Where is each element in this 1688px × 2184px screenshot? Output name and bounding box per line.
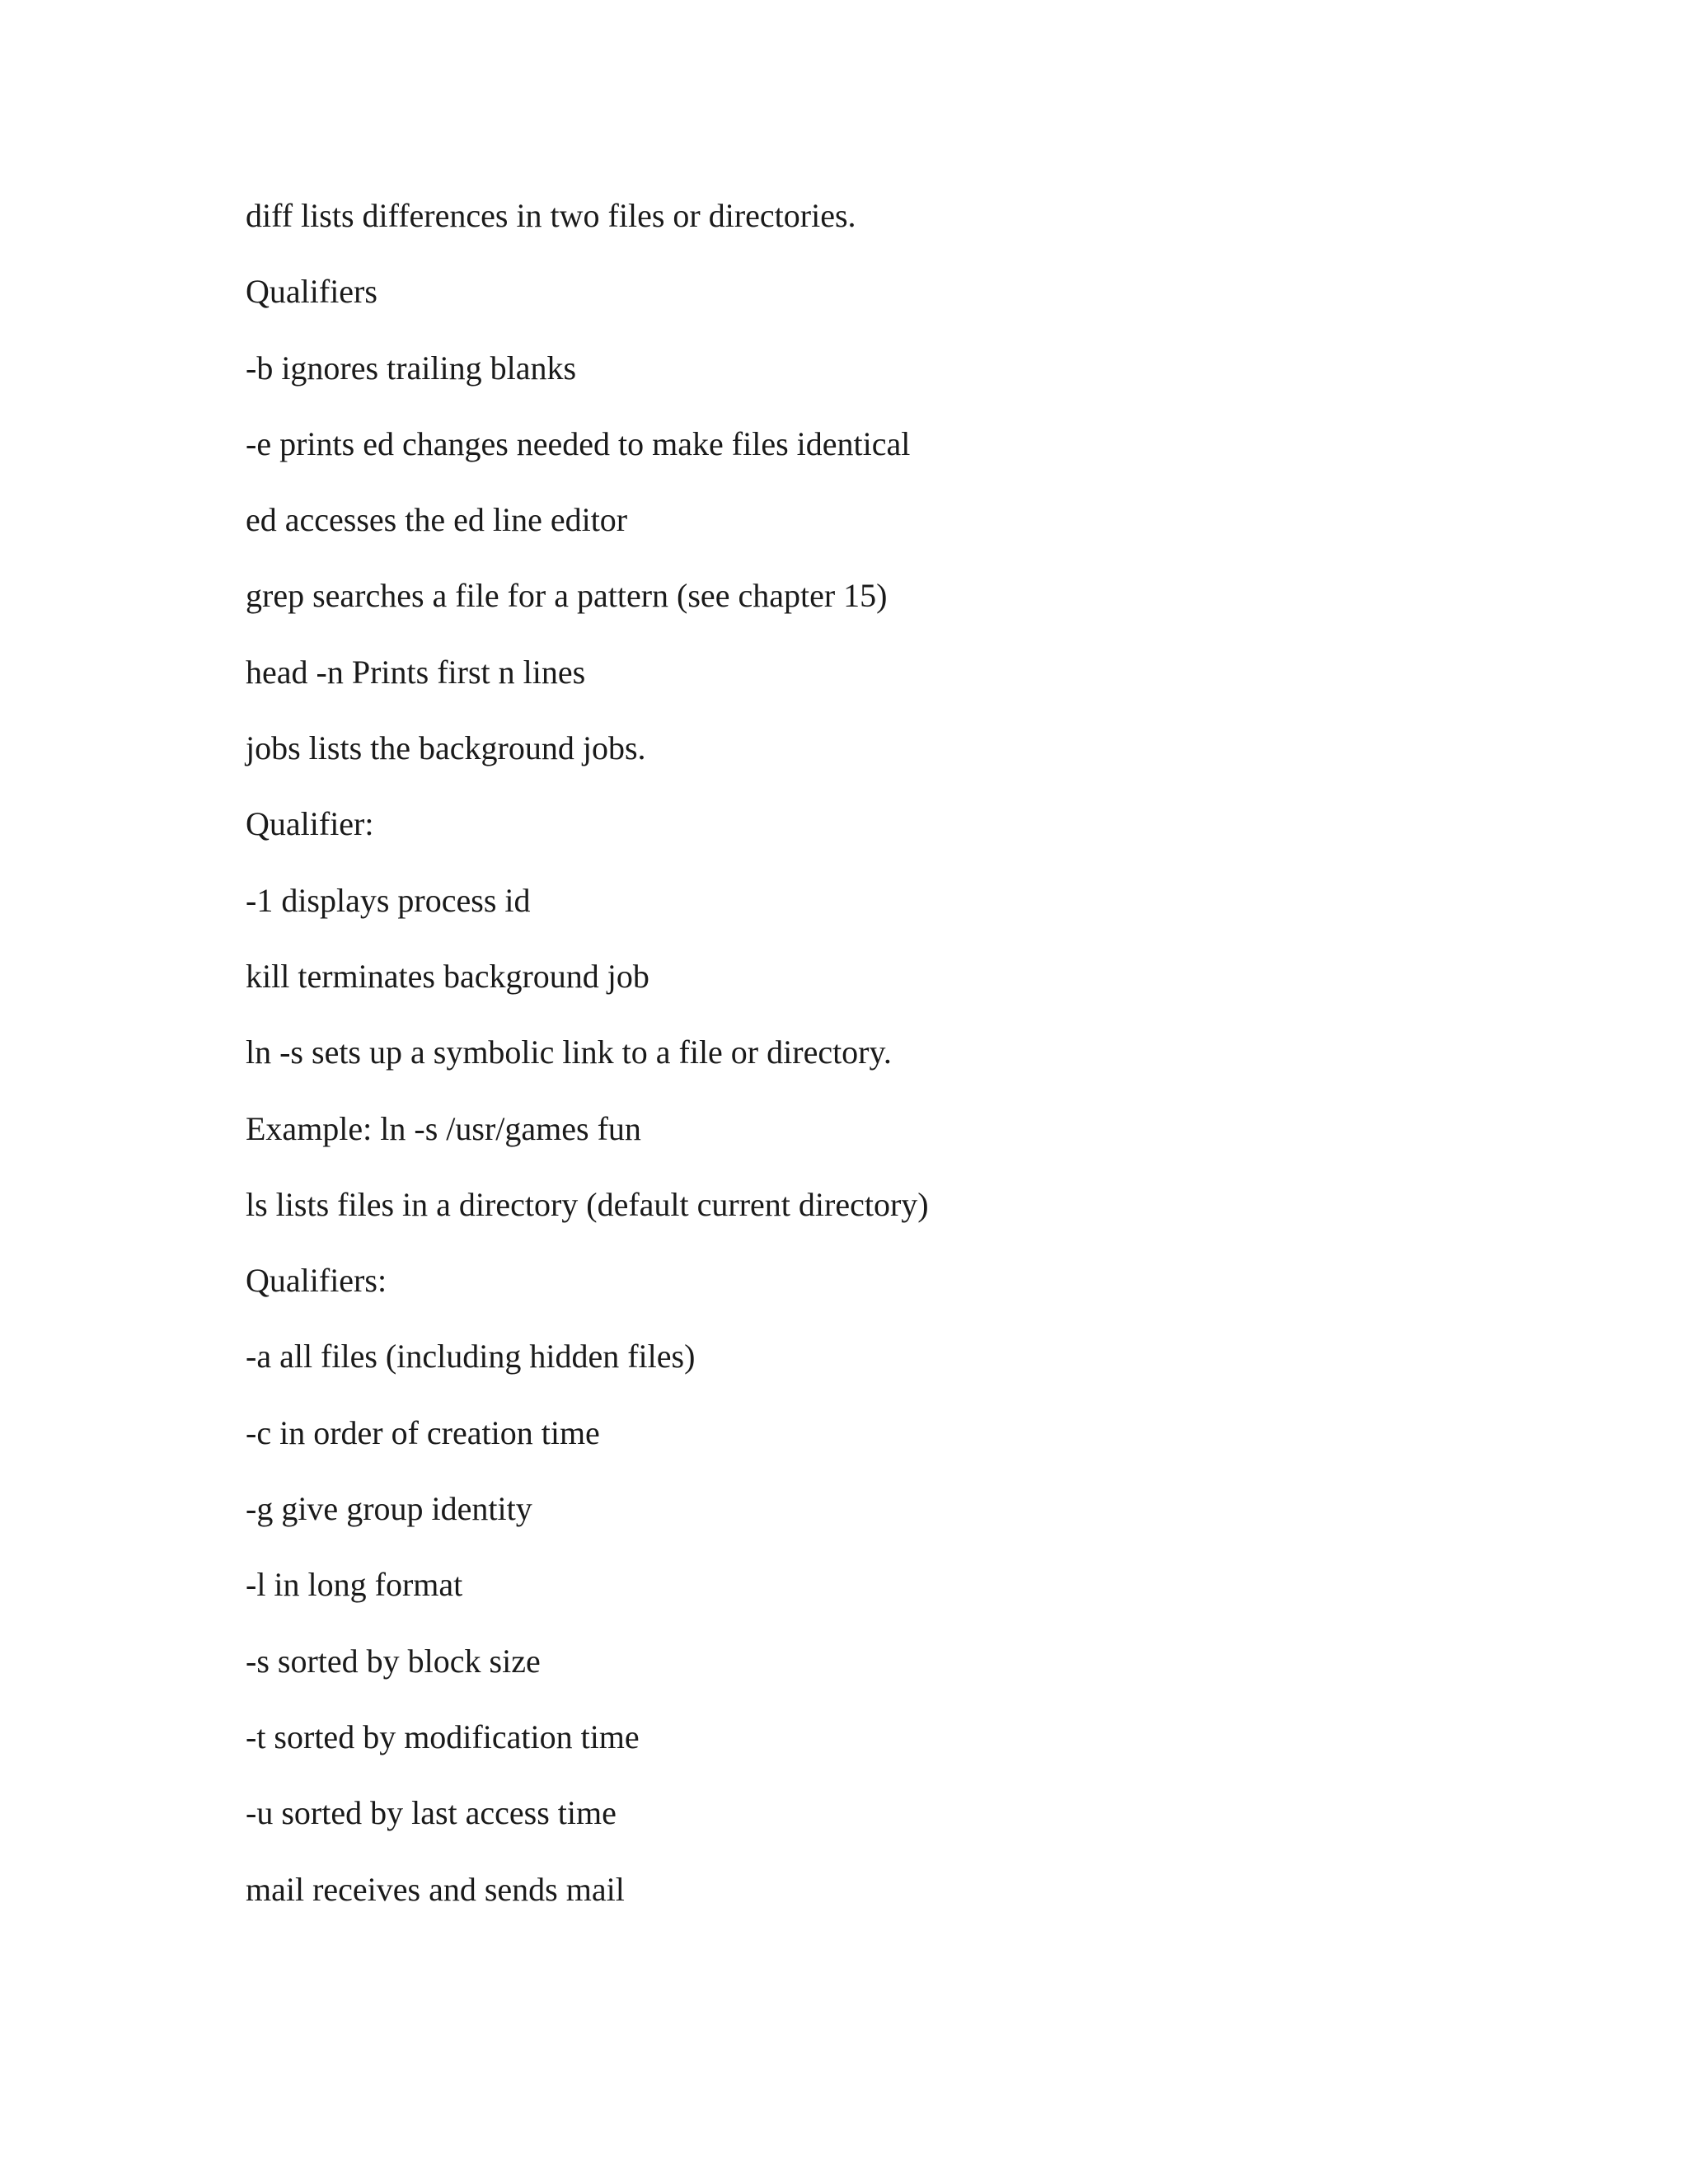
text-line: head -n Prints first n lines: [246, 653, 586, 691]
text-line: -1 displays process id: [246, 881, 531, 919]
text-line: kill terminates background job: [246, 957, 649, 995]
text-line: -u sorted by last access time: [246, 1794, 617, 1832]
text-line: -a all files (including hidden files): [246, 1338, 696, 1376]
text-line: Qualifiers: [246, 273, 377, 311]
text-line: ls lists files in a directory (default current directory): [246, 1185, 929, 1223]
text-line: -c in order of creation time: [246, 1413, 600, 1451]
text-line: mail receives and sends mail: [246, 1870, 625, 1908]
text-line: -e prints ed changes needed to make files identical: [246, 424, 911, 462]
text-line: -g give group identity: [246, 1490, 532, 1528]
text-line: grep searches a file for a pattern (see chapter 15): [246, 577, 888, 615]
text-line: -b ignores trailing blanks: [246, 349, 577, 387]
text-line: jobs lists the background jobs.: [246, 729, 646, 767]
text-line: -l in long format: [246, 1566, 463, 1604]
text-line: Qualifiers:: [246, 1262, 387, 1300]
command-list: [246, 190, 1482, 1939]
text-line: Qualifier:: [246, 805, 374, 843]
text-line: Example: ln -s /usr/games fun: [246, 1109, 641, 1147]
text-line: ed accesses the ed line editor: [246, 501, 628, 539]
text-line: diff lists differences in two files or directories.: [246, 197, 856, 234]
text-line: -t sorted by modification time: [246, 1718, 640, 1755]
text-line: -s sorted by block size: [246, 1642, 541, 1680]
text-line: ln -s sets up a symbolic link to a file or directory.: [246, 1033, 892, 1071]
